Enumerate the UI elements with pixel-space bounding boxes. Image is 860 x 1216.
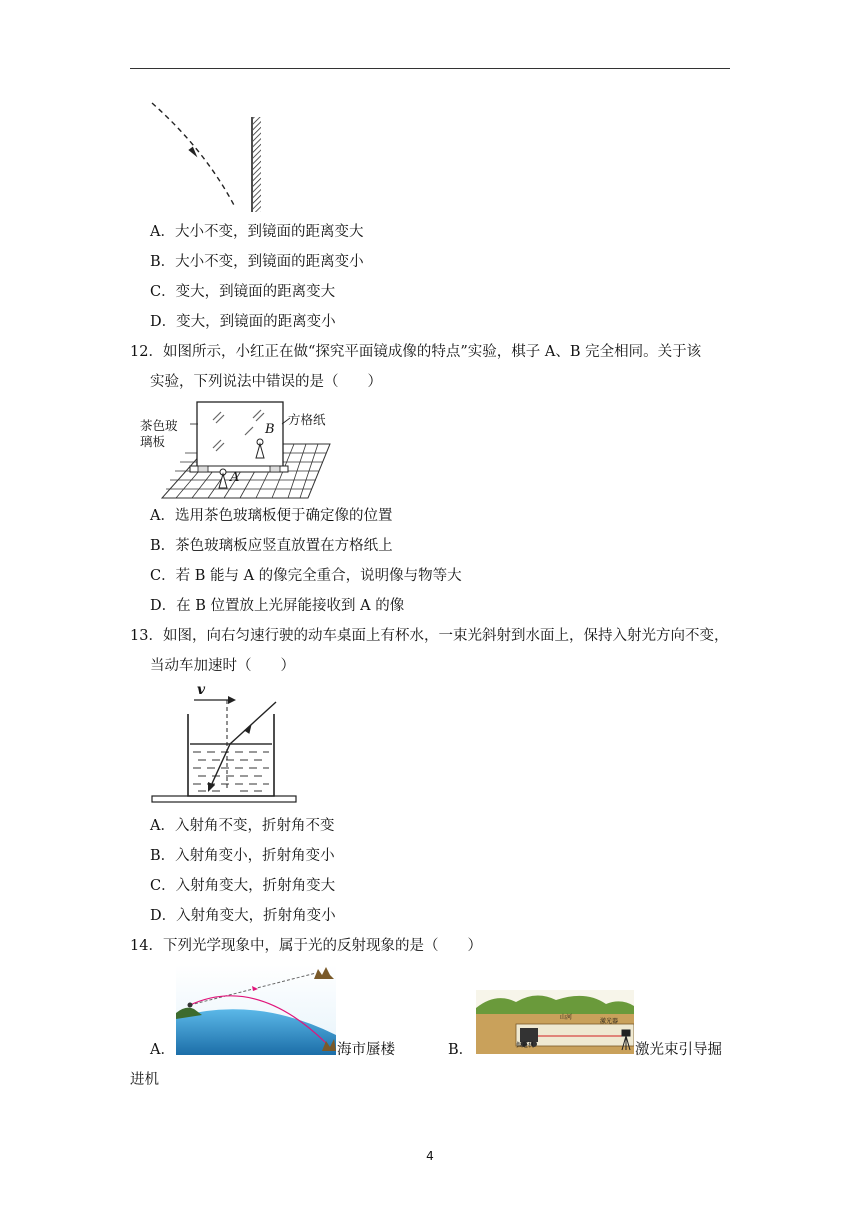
q13-option-b: B．入射角变小，折射角变小 xyxy=(150,848,335,864)
q11-option-d: D．变大，到镜面的距离变小 xyxy=(150,314,336,330)
q14-option-a-letter: A． xyxy=(150,1042,175,1058)
q13-option-c: C．入射角变大，折射角变大 xyxy=(150,878,336,894)
q11-option-a: A．大小不变，到镜面的距离变大 xyxy=(150,224,364,240)
q13-table xyxy=(152,796,296,802)
q14-tunnel-image xyxy=(476,990,634,1054)
q11-arrow-head xyxy=(188,146,199,157)
q12-figure xyxy=(140,398,340,500)
q12-option-c: C．若 B 能与 A 的像完全重合，说明像与物等大 xyxy=(150,568,462,584)
q11-mirror-figure xyxy=(140,95,280,220)
q11-light-path xyxy=(152,103,235,207)
q13-stem-line1: 13．如图，向右匀速行驶的动车桌面上有杯水，一束光斜射到水面上，保持入射光方向不变， xyxy=(130,628,729,644)
q12-option-b: B．茶色玻璃板应竖直放置在方格纸上 xyxy=(150,538,393,554)
q12-option-a: A．选用茶色玻璃板便于确定像的位置 xyxy=(150,508,393,524)
q13-option-a: A．入射角不变，折射角不变 xyxy=(150,818,335,834)
q14-fig-label-mountain: 山河 xyxy=(560,1014,573,1021)
q13-water xyxy=(190,744,272,791)
q14-boring-machine xyxy=(520,1028,538,1042)
q12-label-glass-2: 璃板 xyxy=(140,434,166,449)
q12-label-grid-paper: 方格纸 xyxy=(288,412,326,427)
q14-mirage-image xyxy=(176,965,336,1055)
q14-option-b-letter: B． xyxy=(448,1042,474,1058)
q12-label-b: B xyxy=(265,422,275,437)
q13-incident-ray xyxy=(230,702,276,744)
page-number: 4 xyxy=(426,1149,434,1163)
q14-option-b-text: 激光束引导掘 xyxy=(635,1042,722,1058)
q14-option-a-text: 海市蜃楼 xyxy=(337,1042,395,1058)
q13-stem-line2: 当动车加速时（ ） xyxy=(150,658,295,674)
q11-mirror-hatch xyxy=(253,117,261,212)
q12-stem-line2: 实验，下列说法中错误的是（ ） xyxy=(150,374,382,390)
q14-option-b-continuation: 进机 xyxy=(130,1072,159,1088)
q13-label-v: v xyxy=(197,682,206,698)
q12-option-d: D．在 B 位置放上光屏能接收到 A 的像 xyxy=(150,598,405,614)
q11-option-b: B．大小不变，到镜面的距离变小 xyxy=(150,254,364,270)
q13-figure xyxy=(148,680,300,805)
q11-option-c: C．变大，到镜面的距离变大 xyxy=(150,284,336,300)
q14-stem: 14．下列光学现象中，属于光的反射现象的是（ ） xyxy=(130,938,482,954)
q13-option-d: D．入射角变大，折射角变小 xyxy=(150,908,336,924)
q12-stem-line1: 12．如图所示，小红正在做“探究平面镜成像的特点”实验，棋子 A、B 完全相同。关于该 xyxy=(130,344,702,360)
q12-label-a: A xyxy=(230,470,240,485)
q13-velocity-arrow-head xyxy=(228,696,236,704)
header-rule xyxy=(130,68,730,69)
q14-fig-label-laser: 激光器 xyxy=(600,1018,619,1025)
q14-fig-label-machine: 掘进机 xyxy=(516,1042,535,1049)
q12-label-glass-1: 茶色玻 xyxy=(140,418,178,433)
